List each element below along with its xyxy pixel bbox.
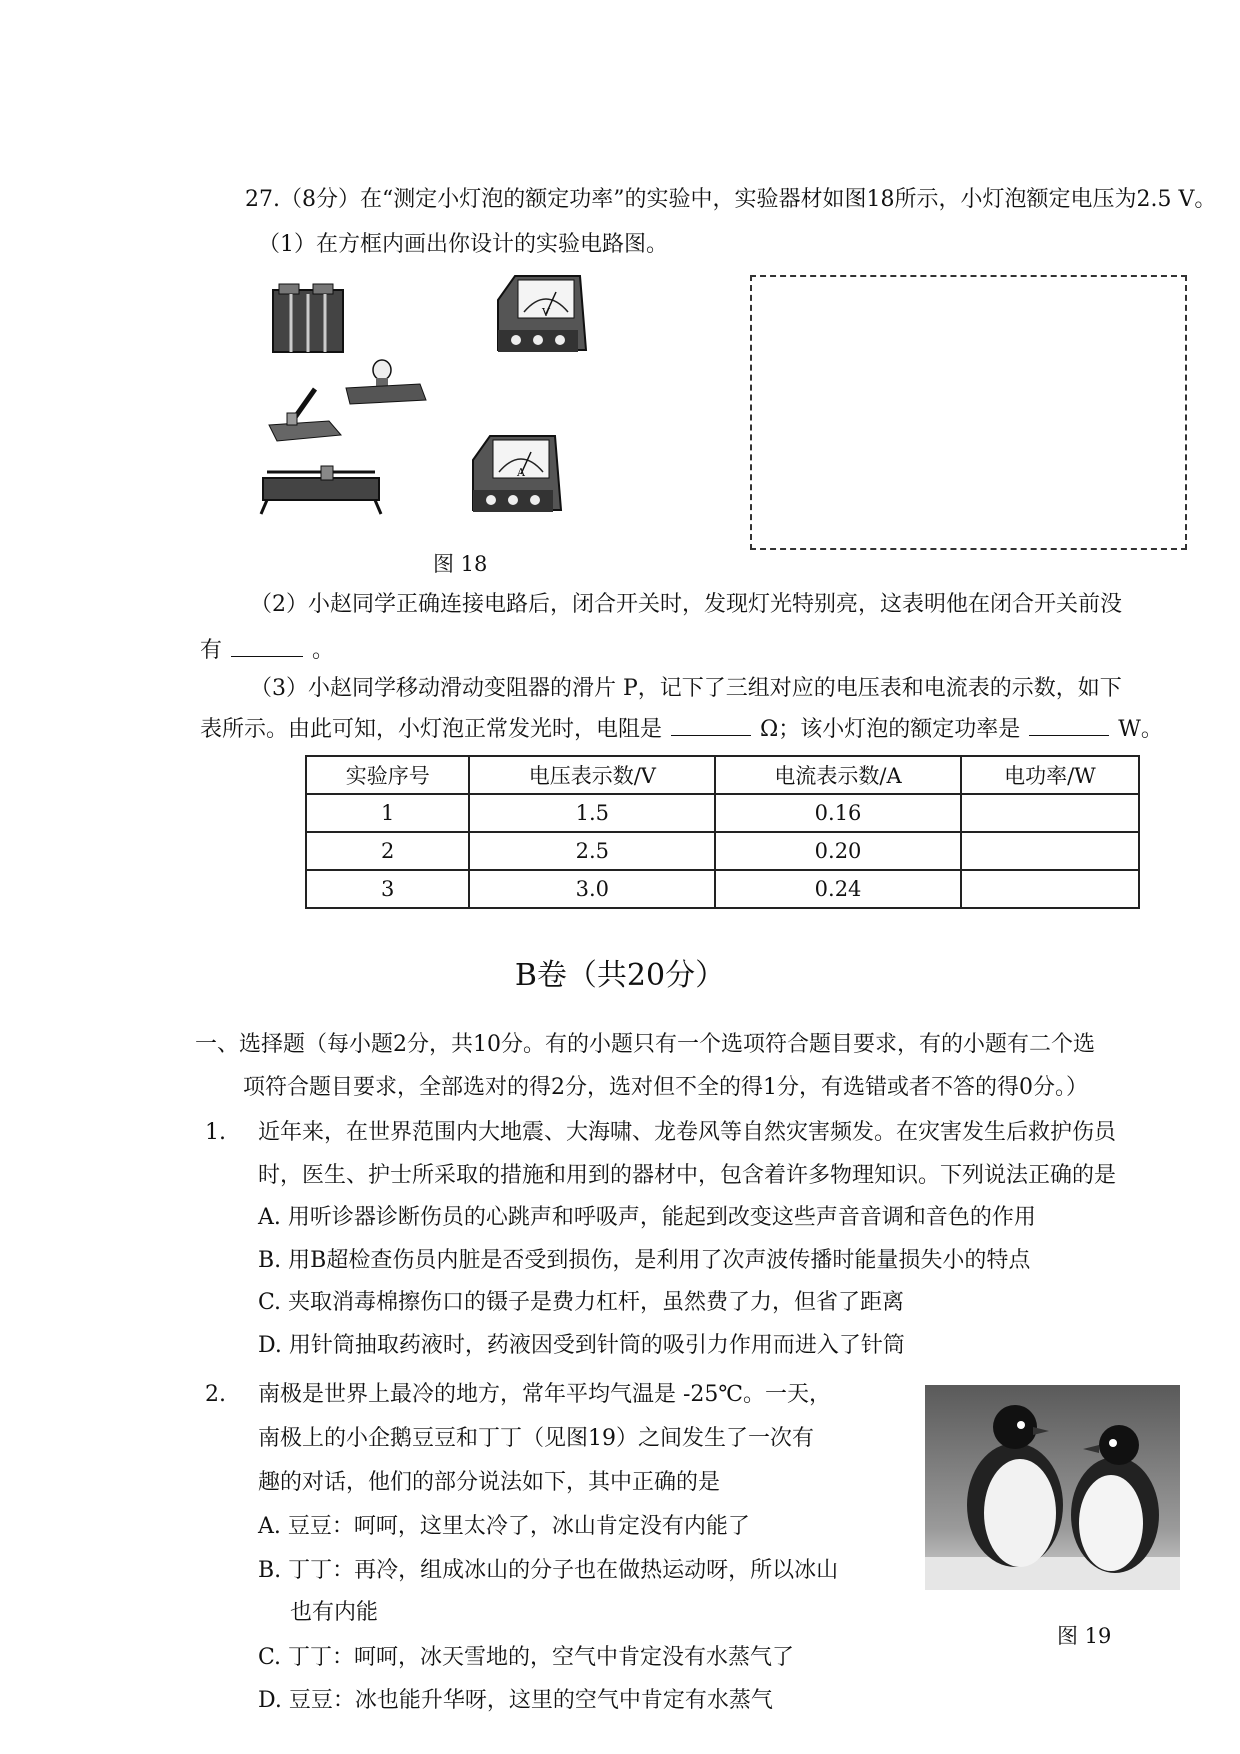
measurement-table [305,755,1140,909]
q2-option-d[interactable]: D. 豆豆：冰也能升华呀，这里的空气中肯定有水蒸气 [258,1688,773,1713]
rheostat-icon [257,462,387,518]
voltmeter-icon [490,270,590,370]
q27-part2-line2 [200,634,334,666]
voltmeter-label: V [542,306,550,319]
table-cell: 0.16 [715,794,961,832]
circuit-drawing-box[interactable] [750,275,1187,550]
ammeter-icon [465,430,565,530]
table-cell: 1.5 [469,794,715,832]
q27-part3-text-b: Ω；该小灯泡的额定功率是 [760,717,1021,742]
q1-option-a[interactable]: A. 用听诊器诊断伤员的心跳声和呼吸声，能起到改变这些声音音调和音色的作用 [258,1205,1036,1230]
q1-stem-line2: 时，医生、护士所采取的措施和用到的器材中，包含着许多物理知识。下列说法正确的是 [258,1163,1117,1188]
table-header-cell: 实验序号 [306,756,469,794]
section-b-intro-line1: 一、选择题（每小题2分，共10分。有的小题只有一个选项符合题目要求，有的小题有二个选 [195,1032,1095,1057]
section-b-title: B卷（共20分） [514,958,726,993]
q2-stem-line2: 南极上的小企鹅豆豆和丁丁（见图19）之间发生了一次有 [258,1426,814,1451]
lamp-icon [340,358,430,408]
answer-blank-part2[interactable] [231,634,303,657]
q27-part1: （1）在方框内画出你设计的实验电路图。 [258,232,668,257]
table-cell: 0.24 [715,870,961,908]
q27-part3-text-c: W。 [1118,717,1163,742]
q2-stem-line3: 趣的对话，他们的部分说法如下，其中正确的是 [258,1470,721,1495]
table-cell-power[interactable] [961,870,1139,908]
q2-option-b-line2: 也有内能 [290,1600,379,1625]
table-cell-power[interactable] [961,832,1139,870]
q1-option-b[interactable]: B. 用B超检查伤员内脏是否受到损伤，是利用了次声波传播时能量损失小的特点 [258,1248,1031,1273]
penguins-photo [925,1385,1180,1590]
table-cell: 0.20 [715,832,961,870]
q27-part3-line2 [200,713,1163,745]
q2-option-c[interactable]: C. 丁丁：呵呵，冰天雪地的，空气中肯定没有水蒸气了 [258,1645,795,1670]
table-cell: 2 [306,832,469,870]
q27-part2-line1: （2）小赵同学正确连接电路后，闭合开关时，发现灯光特别亮，这表明他在闭合开关前没 [250,592,1123,617]
table-cell: 2.5 [469,832,715,870]
figure-18 [265,270,585,530]
q1-stem-line1: 近年来，在世界范围内大地震、大海啸、龙卷风等自然灾害频发。在灾害发生后救护伤员 [258,1120,1117,1145]
table-cell: 1 [306,794,469,832]
table-header-cell: 电压表示数/V [469,756,715,794]
q2-stem-line1: 南极是世界上最冷的地方，常年平均气温是 -25℃。一天， [258,1382,832,1407]
fig18-caption: 图 18 [433,552,488,576]
battery-icon [269,280,349,358]
q27-part3-line1: （3）小赵同学移动滑动变阻器的滑片 P，记下了三组对应的电压表和电流表的示数，如下 [250,676,1122,701]
section-b-intro-line2: 项符合题目要求，全部选对的得2分，选对但不全的得1分，有选错或者不答的得0分。） [243,1075,1088,1100]
table-header-cell: 电功率/W [961,756,1139,794]
q1-number: 1. [205,1120,226,1145]
q1-option-d[interactable]: D. 用针筒抽取药液时，药液因受到针筒的吸引力作用而进入了针筒 [258,1333,905,1358]
q27-part3-text-a: 表所示。由此可知，小灯泡正常发光时，电阻是 [200,717,663,742]
q2-option-a[interactable]: A. 豆豆：呵呵，这里太冷了，冰山肯定没有内能了 [258,1514,750,1539]
table-row [306,870,1139,908]
q2-option-b-line1[interactable]: B. 丁丁：再冷，组成冰山的分子也在做热运动呀，所以冰山 [258,1558,839,1583]
table-row [306,832,1139,870]
table-header-cell: 电流表示数/A [715,756,961,794]
table-cell-power[interactable] [961,794,1139,832]
q1-option-c[interactable]: C. 夹取消毒棉擦伤口的镊子是费力杠杆，虽然费了力，但省了距离 [258,1290,905,1315]
q27-part2-suffix: 。 [312,638,335,663]
table-cell: 3 [306,870,469,908]
q27-part2-prefix: 有 [200,638,223,663]
table-header-row [306,756,1139,794]
table-cell: 3.0 [469,870,715,908]
table-row [306,794,1139,832]
answer-blank-power[interactable] [1029,713,1109,736]
ammeter-label: A [517,466,525,479]
answer-blank-resistance[interactable] [671,713,751,736]
q2-number: 2. [205,1382,226,1407]
switch-icon [265,375,345,445]
q27-header: 27.（8分）在“测定小灯泡的额定功率”的实验中，实验器材如图18所示，小灯泡额定电压为2.5 V。 [245,187,1217,212]
fig19-caption: 图 19 [1057,1624,1112,1648]
